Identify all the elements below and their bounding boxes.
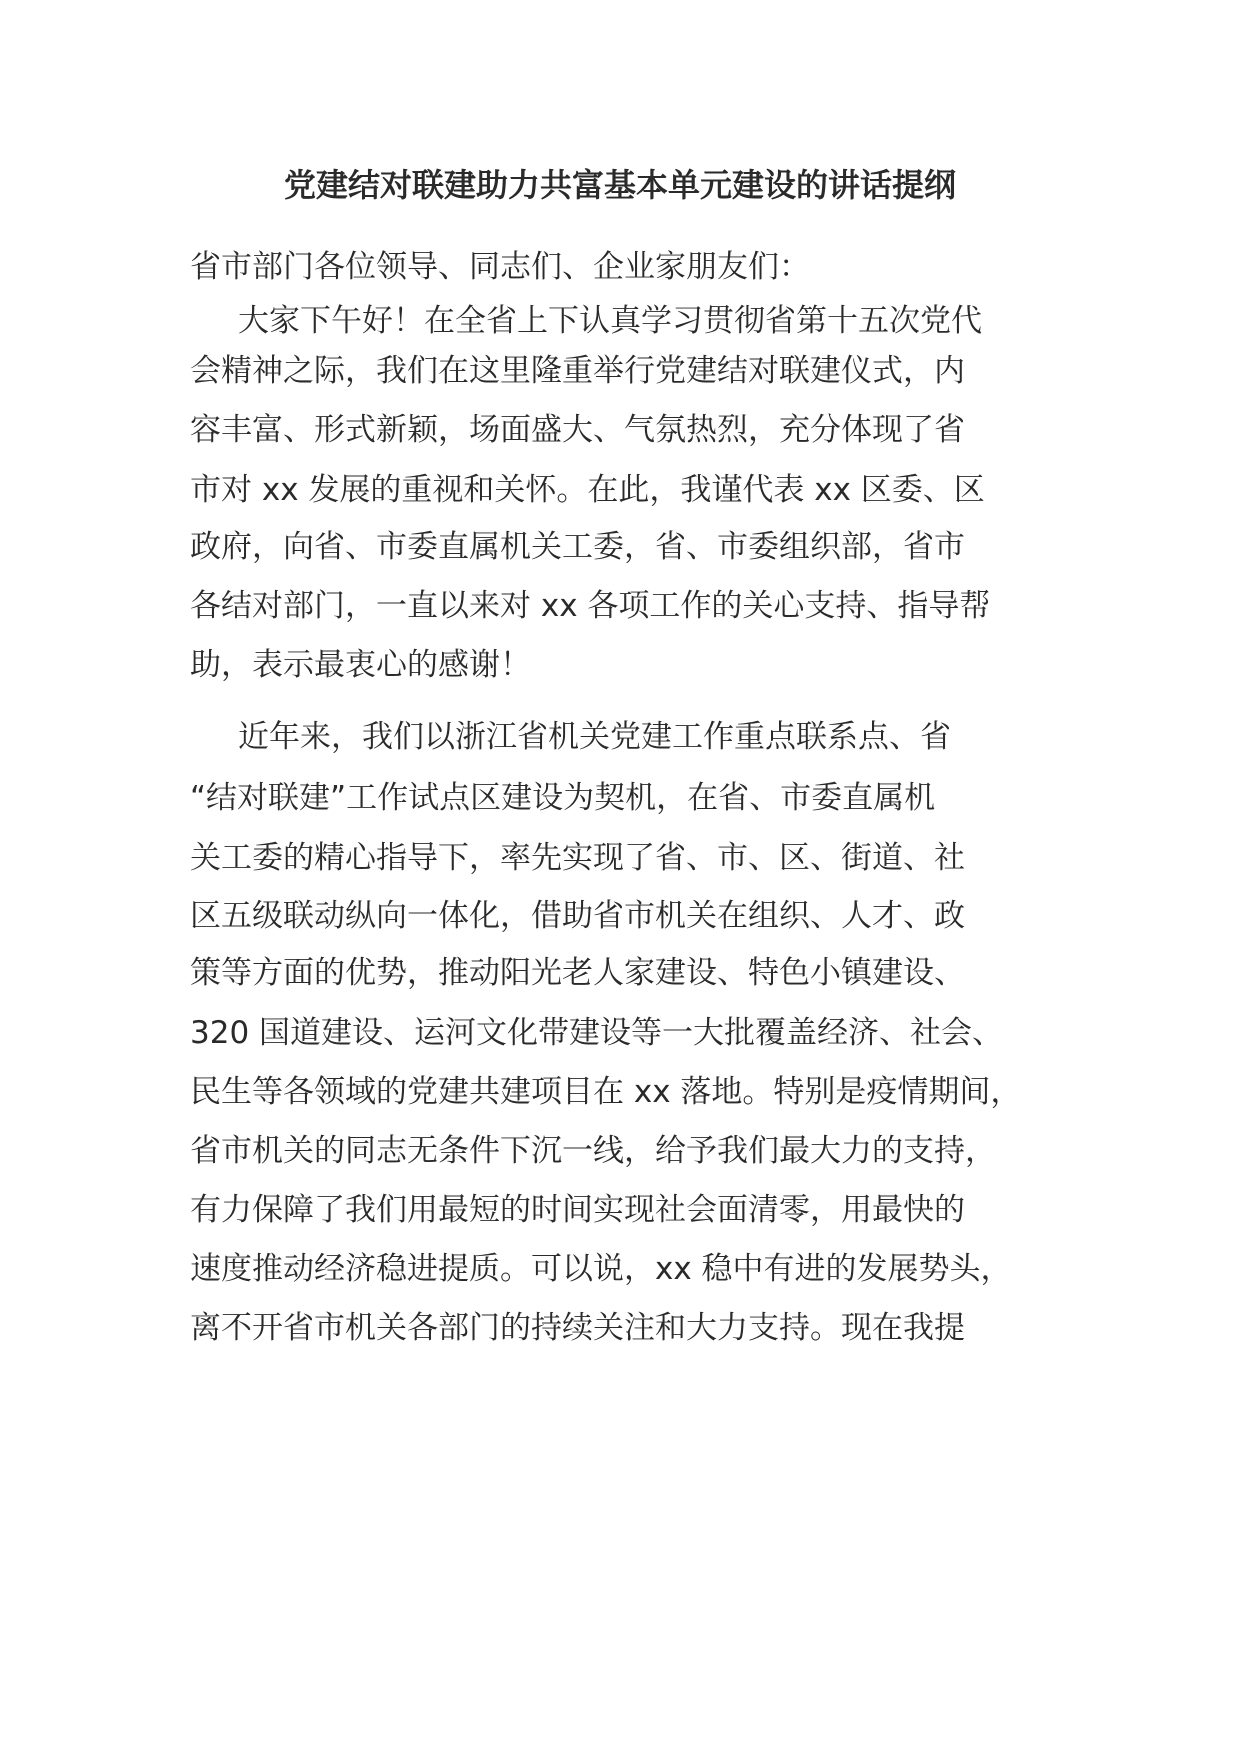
paragraph-2-line-5: 策等方面的优势，推动阳光老人家建设、特色小镇建设、	[190, 955, 965, 991]
paragraph-2-line-9: 有力保障了我们用最短的时间实现社会面清零，用最快的	[190, 1192, 965, 1228]
paragraph-2-line-8: 省市机关的同志无条件下沉一线，给予我们最大力的支持，	[190, 1133, 996, 1169]
paragraph-2-line-11: 离不开省市机关各部门的持续关注和大力支持。现在我提	[190, 1310, 965, 1346]
paragraph-2-line-6: 320 国道建设、运河文化带建设等一大批覆盖经济、社会、	[190, 1015, 1004, 1051]
paragraph-2-line-3: 关工委的精心指导下，率先实现了省、市、区、街道、社	[190, 840, 965, 876]
paragraph-1-line-5: 政府，向省、市委直属机关工委，省、市委组织部，省市	[190, 529, 965, 565]
paragraph-2-line-10: 速度推动经济稳进提质。可以说，xx 稳中有进的发展势头，	[190, 1251, 1012, 1287]
paragraph-2-line-7: 民生等各领域的党建共建项目在 xx 落地。特别是疫情期间，	[190, 1074, 1022, 1110]
paragraph-2-line-2: “结对联建”工作试点区建设为契机，在省、市委直属机	[190, 780, 936, 816]
salutation: 省市部门各位领导、同志们、企业家朋友们：	[190, 249, 810, 285]
paragraph-1-line-2: 会精神之际，我们在这里隆重举行党建结对联建仪式，内	[190, 353, 965, 389]
paragraph-1-line-4: 市对 xx 发展的重视和关怀。在此，我谨代表 xx 区委、区	[190, 472, 985, 508]
paragraph-1-line-6: 各结对部门，一直以来对 xx 各项工作的关心支持、指导帮	[190, 588, 991, 624]
paragraph-2-line-1: 近年来，我们以浙江省机关党建工作重点联系点、省	[238, 719, 951, 755]
paragraph-1-line-1: 大家下午好！在全省上下认真学习贯彻省第十五次党代	[238, 303, 982, 339]
paragraph-1-line-7: 助，表示最衷心的感谢！	[190, 647, 531, 683]
paragraph-1-line-3: 容丰富、形式新颖，场面盛大、气氛热烈，充分体现了省	[190, 412, 965, 448]
document-title: 党建结对联建助力共富基本单元建设的讲话提纲	[283, 166, 956, 204]
paragraph-2-line-4: 区五级联动纵向一体化，借助省市机关在组织、人才、政	[190, 898, 965, 934]
